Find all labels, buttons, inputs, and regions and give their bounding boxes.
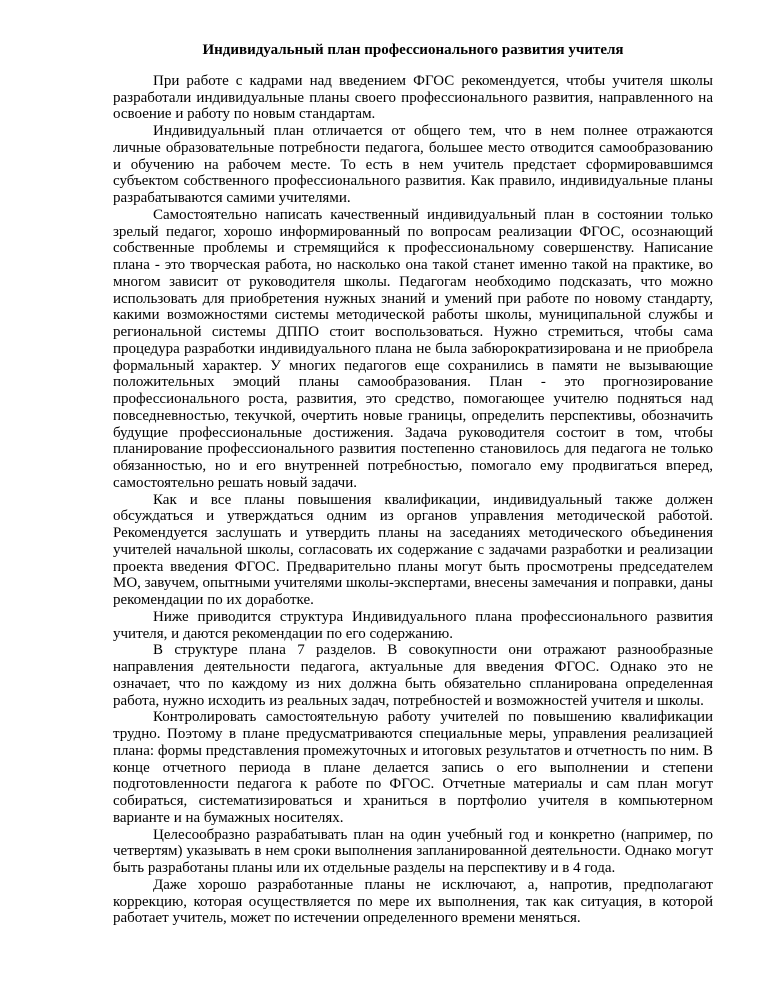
paragraph-1: При работе с кадрами над введением ФГОС рекомендуется, чтобы учителя школы разработали индивидуальные планы своего профессионального развития, направленного на освоение и работу по новым стандартам. xyxy=(113,72,713,123)
paragraph-6: В структуре плана 7 разделов. В совокупности они отражают разнообразные направления деятельности педагога, актуальные для введения ФГОС. Однако это не означает, что по каждому из них должна быть обязательно спланирована определенная работа, нужно исходить из реальных задач, потребностей и возможностей учителя и школы. xyxy=(113,642,713,709)
paragraph-9: Даже хорошо разработанные планы не исключают, а, напротив, предполагают коррекцию, которая осуществляется по мере их выполнения, так как ситуация, в которой работает учитель, может по истечении определенного времени меняться. xyxy=(113,876,713,927)
paragraph-3: Самостоятельно написать качественный индивидуальный план в состоянии только зрелый педагог, хорошо информированный по вопросам реализации ФГОС, осознающий собственные проблемы и стремящийся к профессиональному совершенству. Написание плана - это творческая работа, но насколько она такой станет именно такой на практике, во многом зависит от руководителя школы. Педагогам необходимо подсказать, что можно использовать для приобретения нужных знаний и умений при работе по новому стандарту, какими возможностями системы методической работы школы, муниципальной службы и региональной системы ДППО стоит воспользоваться. Нужно стремиться, чтобы сама процедура разработки индивидуального плана не была забюрократизирована и не приобрела формальный характер. У многих педагогов еще сохранились в памяти не вызывающие положительных эмоций планы самообразования. План - это прогнозирование профессионального роста, развития, это средство, помогающее учителю подняться над повседневностью, текучкой, очертить новые границы, определить перспективы, обозначить будущие профессиональные достижения. Задача руководителя состоит в том, чтобы планирование профессионального развития постепенно становилось для педагога не только обязанностью, но и его внутренней потребностью, помогало ему продвигаться вперед, самостоятельно решать новый задачи. xyxy=(113,206,713,491)
paragraph-7: Контролировать самостоятельную работу учителей по повышению квалификации трудно. Поэтому в плане предусматриваются специальные меры, управления реализацией плана: формы представления промежуточных и итоговых результатов и отчетность по ним. В конце отчетного периода в плане делается запись о его выполнении и степени подготовленности педагога к работе по ФГОС. Отчетные материалы и сам план могут собираться, систематизироваться и храниться в портфолио учителя в компьютерном варианте и на бумажных носителях. xyxy=(113,709,713,826)
paragraph-2: Индивидуальный план отличается от общего тем, что в нем полнее отражаются личные образовательные потребности педагога, большее место отводится самообразованию и обучению на рабочем месте. То есть в нем учитель предстает сформировавшимся субъектом собственного профессионального развития. Как правило, индивидуальные планы разрабатываются самими учителями. xyxy=(113,123,713,206)
paragraph-4: Как и все планы повышения квалификации, индивидуальный также должен обсуждаться и утверждаться одним из органов управления методической работой. Рекомендуется заслушать и утвердить планы на заседаниях методического объединения учителей начальной школы, согласовать их содержание с задачами разработки и реализации проекта введения ФГОС. Предварительно планы могут быть просмотрены председателем МО, завучем, опытными учителями школы-экспертами, внесены замечания и поправки, даны рекомендации по их доработке. xyxy=(113,491,713,608)
paragraph-5: Ниже приводится структура Индивидуального плана профессионального развития учителя, и даются рекомендации по его содержанию. xyxy=(113,608,713,642)
document-title: Индивидуальный план профессионального развития учителя xyxy=(202,42,624,58)
paragraph-8: Целесообразно разрабатывать план на один учебный год и конкретно (например, по четвертям) указывать в нем сроки выполнения запланированной деятельности. Однако могут быть разработаны планы или их отдельные разделы на перспективу и в 4 года. xyxy=(113,826,713,876)
